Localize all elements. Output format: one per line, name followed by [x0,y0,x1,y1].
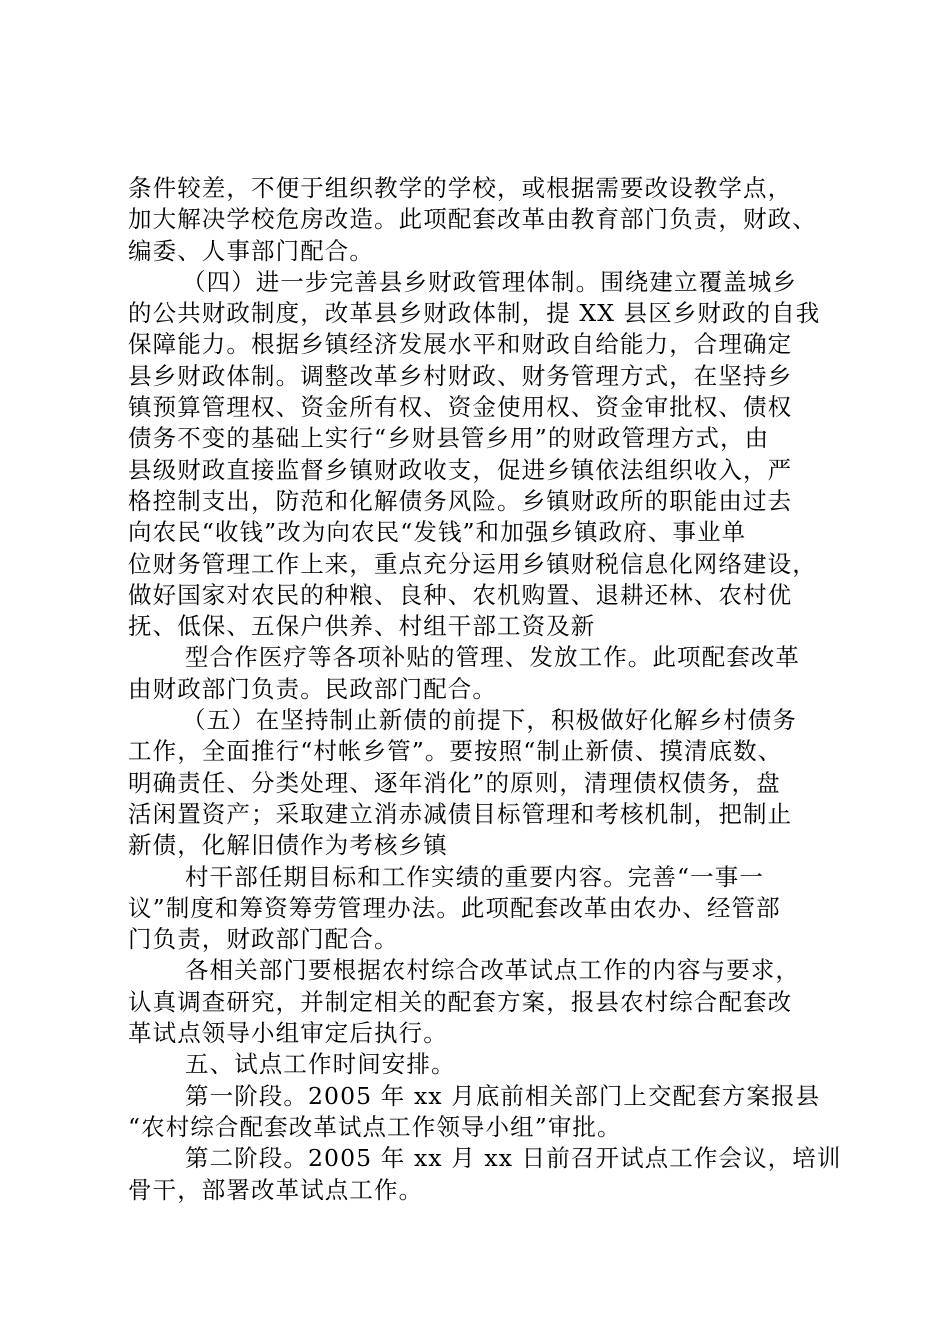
text-line: 向农民“收钱”改为向农民“发钱”和加强乡镇政府、事业单 [128,518,747,547]
section-heading: 五、试点工作时间安排。 [185,1050,456,1079]
text-line: 议”制度和筹资筹劳管理办法。此项配套改革由农办、经管部 [128,893,781,922]
text-line: 村干部任期目标和工作实绩的重要内容。完善“一事一 [185,862,764,891]
text-line: 型合作医疗等各项补贴的管理、发放工作。此项配套改革 [185,643,800,672]
text-line: 由财政部门负责。民政部门配合。 [128,674,497,703]
text-line: 做好国家对农民的种粮、良种、农机购置、退耕还林、农村优 [128,580,793,609]
text-line: 新债，化解旧债作为考核乡镇 [128,831,448,860]
text-line: 条件较差，不便于组织教学的学校，或根据需要改设教学点， [128,174,793,202]
text-line: 县乡财政体制。调整改革乡村财政、财务管理方式，在坚持乡 [128,361,793,390]
text-line: 工作，全面推行“村帐乡管”。要按照“制止新债、摸清底数、 [128,737,783,766]
text-line: 加大解决学校危房改造。此项配套改革由教育部门负责，财政、 [128,205,817,234]
text-line: 第二阶段。2005 年 xx 月 xx 日前召开试点工作会议，培训 [185,1144,842,1173]
text-line: 抚、低保、五保户供养、村组干部工资及新 [128,612,596,641]
text-line: 明确责任、分类处理、逐年消化”的原则，清理债权债务，盘 [128,768,781,797]
text-line: （五）在坚持制止新债的前提下，积极做好化解乡村债务 [182,706,797,735]
text-line: 各相关部门要根据农村综合改革试点工作的内容与要求， [185,956,800,985]
document-body [128,173,840,1206]
text-line: 位财务管理工作上来，重点充分运用乡镇财税信息化网络建设， [128,549,817,578]
text-line: 门负责，财政部门配合。 [128,925,399,954]
text-line: 革试点领导小组审定后执行。 [128,1019,448,1048]
text-line: 认真调查研究，并制定相关的配套方案，报县农村综合配套改 [128,987,793,1016]
text-line: 县级财政直接监督乡镇财政收支，促进乡镇依法组织收入，严 [128,455,793,484]
text-line: 的公共财政制度，改革县乡财政体制，提 XX 县区乡财政的自我 [128,299,821,328]
text-line: 镇预算管理权、资金所有权、资金使用权、资金审批权、债权 [128,393,793,422]
text-line: 格控制支出，防范和化解债务风险。乡镇财政所的职能由过去 [128,486,793,515]
text-line: “农村综合配套改革试点工作领导小组”审批。 [128,1112,622,1141]
text-line: （四）进一步完善县乡财政管理体制。围绕建立覆盖城乡 [182,267,797,296]
text-line: 第一阶段。2005 年 xx 月底前相关部门上交配套方案报县 [185,1081,821,1110]
text-line: 债务不变的基础上实行“乡财县管乡用”的财政管理方式，由 [128,424,770,453]
text-line: 编委、人事部门配合。 [128,236,374,265]
text-line: 活闲置资产；采取建立消赤减债目标管理和考核机制，把制止 [128,799,793,828]
text-line: 保障能力。根据乡镇经济发展水平和财政自给能力，合理确定 [128,330,793,359]
text-line: 骨干，部署改革试点工作。 [128,1175,424,1204]
